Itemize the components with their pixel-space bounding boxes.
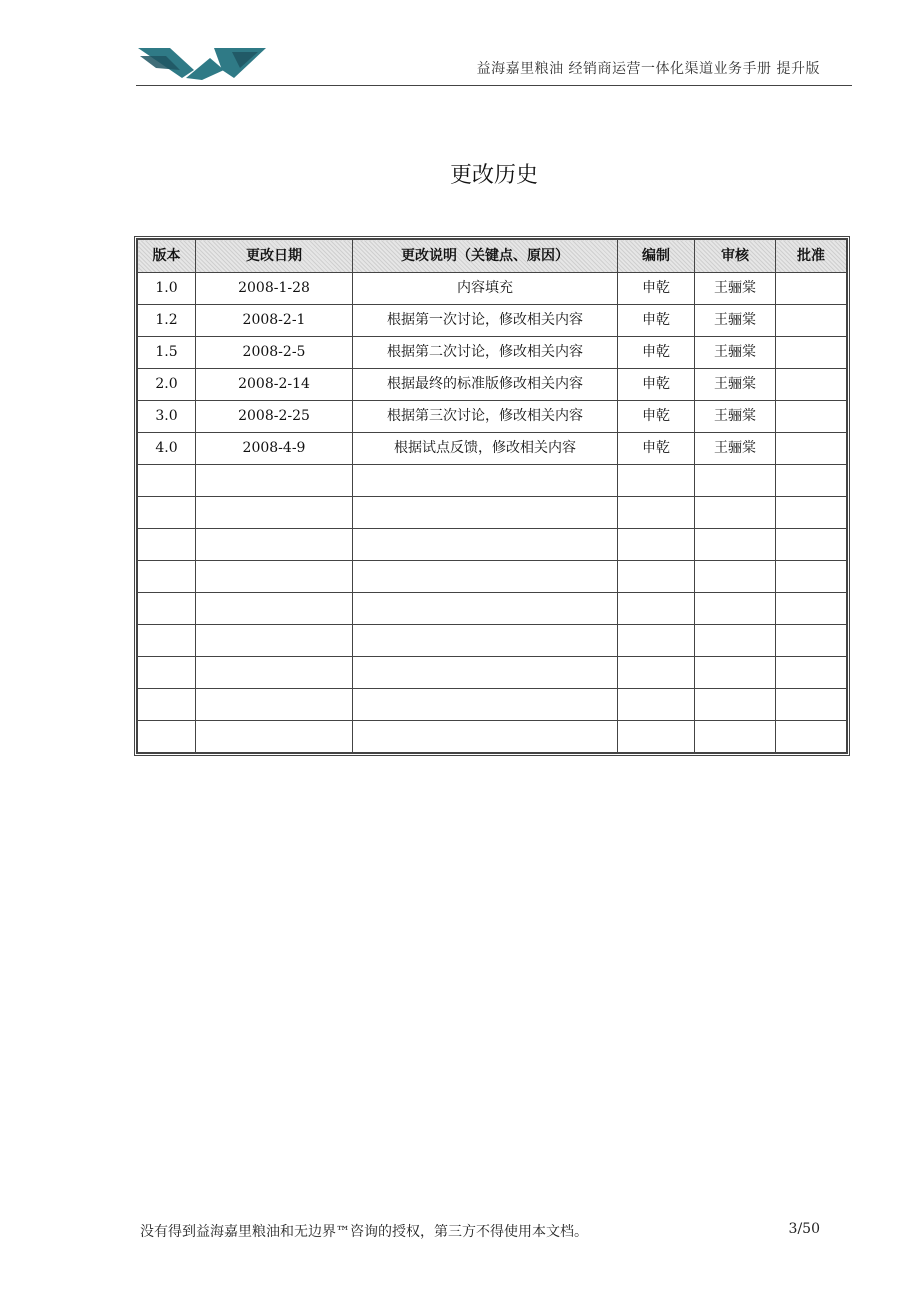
cell-author [618,529,695,561]
cell-date [196,657,353,689]
table-row [138,273,847,305]
cell-approver [776,305,847,337]
table-row [138,305,847,337]
cell-reviewer: 王骊棠 [695,305,776,337]
cell-date: 2008-2-1 [196,305,353,337]
cell-author: 申乾 [618,305,695,337]
cell-reviewer [695,529,776,561]
cell-description [353,529,618,561]
table-row [138,337,847,369]
cell-date: 2008-2-5 [196,337,353,369]
footer-notice: 没有得到益海嘉里粮油和无边界™咨询的授权，第三方不得使用本文档。 [140,1224,588,1240]
cell-date [196,529,353,561]
cell-version [138,561,196,593]
cell-description: 根据第一次讨论，修改相关内容 [353,305,618,337]
table-row [138,529,847,561]
cell-description: 根据最终的标准版修改相关内容 [353,369,618,401]
cell-reviewer [695,561,776,593]
column-header-approver: 批准 [776,240,847,273]
cell-approver [776,401,847,433]
cell-approver [776,433,847,465]
table-row [138,369,847,401]
table-row [138,401,847,433]
cell-version [138,721,196,753]
table-row [138,689,847,721]
column-header-version: 版本 [138,240,196,273]
cell-version [138,625,196,657]
cell-description [353,593,618,625]
cell-date [196,465,353,497]
cell-approver [776,689,847,721]
cell-approver [776,465,847,497]
table-row [138,561,847,593]
table-row [138,657,847,689]
table-row [138,625,847,657]
cell-date [196,593,353,625]
cell-approver [776,657,847,689]
cell-date: 2008-2-25 [196,401,353,433]
cell-author: 申乾 [618,401,695,433]
cell-version: 1.0 [138,273,196,305]
header-divider [136,85,852,86]
cell-description [353,657,618,689]
cell-author [618,561,695,593]
cell-approver [776,721,847,753]
cell-author: 申乾 [618,273,695,305]
cell-approver [776,561,847,593]
cell-version [138,497,196,529]
cell-author [618,689,695,721]
cell-reviewer: 王骊棠 [695,369,776,401]
cell-version [138,593,196,625]
cell-description [353,721,618,753]
column-header-description: 更改说明（关键点、原因） [353,240,618,273]
cell-version: 1.2 [138,305,196,337]
cell-date [196,497,353,529]
cell-reviewer: 王骊棠 [695,337,776,369]
column-header-author: 编制 [618,240,695,273]
table-row [138,593,847,625]
cell-version: 3.0 [138,401,196,433]
cell-version [138,465,196,497]
cell-approver [776,273,847,305]
column-header-date: 更改日期 [196,240,353,273]
cell-reviewer: 王骊棠 [695,401,776,433]
table-header-row [138,240,847,273]
cell-author [618,625,695,657]
cell-author [618,657,695,689]
table-row [138,497,847,529]
cell-reviewer [695,689,776,721]
table-row [138,433,847,465]
cell-author [618,497,695,529]
cell-approver [776,593,847,625]
cell-approver [776,529,847,561]
company-logo [136,44,268,82]
cell-date [196,561,353,593]
cell-reviewer [695,497,776,529]
cell-description [353,625,618,657]
cell-version [138,529,196,561]
cell-approver [776,369,847,401]
cell-version: 2.0 [138,369,196,401]
page-number: 3/50 [788,1221,820,1237]
cell-description: 根据试点反馈，修改相关内容 [353,433,618,465]
cell-reviewer [695,721,776,753]
cell-date: 2008-2-14 [196,369,353,401]
cell-reviewer [695,593,776,625]
cell-author: 申乾 [618,433,695,465]
cell-version: 1.5 [138,337,196,369]
column-header-reviewer: 审核 [695,240,776,273]
cell-description: 内容填充 [353,273,618,305]
cell-reviewer [695,657,776,689]
revision-history-table [134,236,850,756]
cell-date [196,721,353,753]
cell-approver [776,625,847,657]
cell-author: 申乾 [618,337,695,369]
cell-version [138,689,196,721]
cell-reviewer: 王骊棠 [695,433,776,465]
cell-version [138,657,196,689]
cell-approver [776,497,847,529]
cell-description [353,689,618,721]
cell-approver [776,337,847,369]
cell-date [196,689,353,721]
cell-author [618,465,695,497]
cell-reviewer [695,465,776,497]
cell-author [618,721,695,753]
table-body [138,273,847,753]
table-row [138,721,847,753]
cell-author [618,593,695,625]
cell-date: 2008-1-28 [196,273,353,305]
table-row [138,465,847,497]
cell-date [196,625,353,657]
cell-description: 根据第二次讨论，修改相关内容 [353,337,618,369]
cell-reviewer: 王骊棠 [695,273,776,305]
cell-date: 2008-4-9 [196,433,353,465]
cell-description [353,561,618,593]
cell-description: 根据第三次讨论，修改相关内容 [353,401,618,433]
page-title: 更改历史 [449,163,538,188]
cell-version: 4.0 [138,433,196,465]
header-title: 益海嘉里粮油 经销商运营一体化渠道业务手册 提升版 [476,61,820,77]
cell-description [353,497,618,529]
cell-author: 申乾 [618,369,695,401]
cell-description [353,465,618,497]
cell-reviewer [695,625,776,657]
